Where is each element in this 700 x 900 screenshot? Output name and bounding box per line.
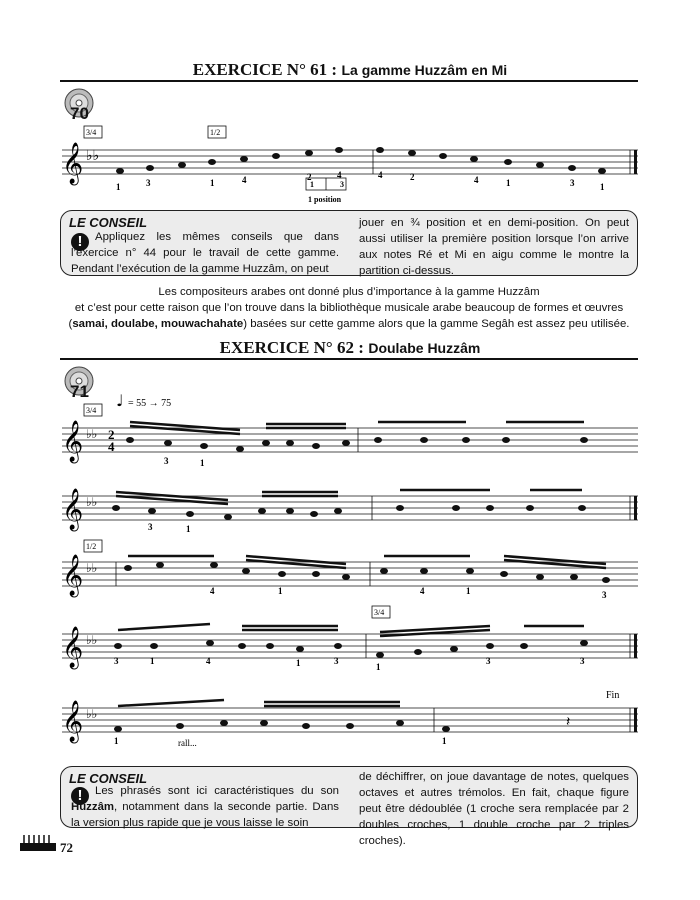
svg-text:4: 4	[206, 656, 211, 666]
svg-text:4: 4	[242, 175, 247, 185]
intro-paragraph: Les compositeurs arabes ont donné plus d’importance à la gamme Huzzâm et c’est pour cette raison que l’on trouve dans la bibliothèque musicale arabe beaucoup de formes et œuvres (samai, doulabe, mouwachahate) basées sur cette gamme alors que la gamme Segâh est assez peu utilisée.	[68, 286, 630, 330]
svg-text:rall...: rall...	[178, 738, 197, 748]
svg-text:1: 1	[506, 178, 511, 188]
svg-text:𝄞: 𝄞	[62, 627, 84, 668]
page-number: 72	[60, 840, 73, 855]
svg-text:4: 4	[337, 170, 342, 180]
svg-text:♭♭: ♭♭	[86, 495, 98, 509]
svg-text:2: 2	[410, 172, 415, 182]
svg-text:♭♭: ♭♭	[86, 633, 98, 647]
exercise-62-title	[0, 338, 700, 358]
staff-exercise-62-line-4	[0, 604, 700, 684]
svg-text:1: 1	[116, 182, 121, 192]
svg-text:1: 1	[278, 586, 283, 596]
svg-text:♭♭: ♭♭	[86, 561, 98, 575]
svg-text:𝄞: 𝄞	[62, 421, 84, 462]
svg-text:1: 1	[600, 182, 605, 192]
keyboard-ornament-icon	[20, 835, 56, 853]
svg-text:1: 1	[186, 524, 191, 534]
cd-track-number: 71	[70, 382, 89, 401]
svg-text:𝄞: 𝄞	[62, 701, 84, 742]
exercise-61-title	[0, 60, 700, 80]
staff-exercise-62-line-3	[0, 538, 700, 608]
conseil-title: LE CONSEIL	[69, 215, 148, 230]
conseil-left-text: Appliquez les mêmes conseils que dans l’exercice n° 44 pour le travail de cette gamme. Pendant l’exécution de la gamme Huzzâm, on peut	[71, 231, 339, 275]
svg-text:3: 3	[114, 656, 119, 666]
svg-text:2: 2	[307, 172, 312, 182]
exercise-61-number: EXERCICE N° 61 :	[192, 60, 338, 79]
title-rule	[60, 358, 638, 360]
svg-text:3: 3	[580, 656, 585, 666]
svg-text:3: 3	[148, 522, 153, 532]
staff-exercise-62-line-5	[0, 686, 700, 756]
svg-text:1: 1	[442, 736, 447, 746]
exercise-62-name: Doulabe Huzzâm	[368, 340, 481, 356]
svg-text:3: 3	[340, 180, 344, 189]
warning-icon: !	[71, 787, 89, 805]
staff-exercise-62-line-1	[0, 392, 700, 472]
title-rule	[60, 80, 638, 82]
svg-text:3: 3	[146, 178, 151, 188]
exercise-62-number: EXERCICE N° 62 :	[219, 338, 364, 357]
svg-text:1: 1	[376, 662, 381, 672]
svg-text:3/4: 3/4	[374, 608, 385, 617]
conseil-title: LE CONSEIL	[69, 771, 148, 786]
svg-text:1: 1	[296, 658, 301, 668]
exercise-61-name: La gamme Huzzâm en Mi	[341, 62, 508, 78]
conseil-left-text: Les phrasés sont ici caractéristiques du son Huzzâm, notamment dans la seconde partie. Dans la version plus rapide que je vous laisse le soin	[71, 785, 339, 829]
svg-text:= 55 → 75: = 55 → 75	[128, 398, 172, 409]
conseil-right-text: jouer en ¾ position et en demi-position. On peut aussi utiliser la première position lorsque l’on arrive aux notes Ré et Mi en aigu comme le montre la partition ci-dessus.	[359, 217, 629, 277]
svg-text:Fin: Fin	[606, 690, 620, 701]
svg-text:4: 4	[108, 439, 115, 454]
svg-text:2: 2	[108, 427, 115, 442]
svg-text:1/2: 1/2	[210, 128, 221, 137]
svg-text:3: 3	[164, 456, 169, 466]
staff-exercise-61	[0, 120, 700, 210]
conseil-box-2	[60, 766, 638, 847]
svg-text:3/4: 3/4	[86, 128, 97, 137]
svg-text:𝄞: 𝄞	[62, 555, 84, 596]
svg-text:1: 1	[310, 180, 314, 189]
svg-text:1: 1	[466, 586, 471, 596]
svg-text:4: 4	[210, 586, 215, 596]
key-sig-flats: ♭♭	[86, 148, 100, 164]
svg-text:1: 1	[200, 458, 205, 468]
cd-track-number: 70	[70, 104, 89, 123]
svg-text:♭♭: ♭♭	[86, 427, 98, 441]
svg-text:4: 4	[378, 170, 383, 180]
svg-text:3: 3	[486, 656, 491, 666]
warning-icon: !	[71, 233, 89, 251]
svg-text:3/4: 3/4	[86, 406, 97, 415]
svg-text:4: 4	[474, 175, 479, 185]
svg-text:3: 3	[334, 656, 339, 666]
svg-text:1/2: 1/2	[86, 542, 97, 551]
svg-text:♭♭: ♭♭	[86, 707, 98, 721]
svg-text:1: 1	[210, 178, 215, 188]
svg-text:3: 3	[570, 178, 575, 188]
treble-clef-icon: 𝄞	[62, 143, 84, 184]
conseil-right-text: de déchiffrer, on joue davantage de notes, quelques octaves et autres trémolos. En fait, chaque figure peut être dédoublée (1 croche sera remplacée par 2 doubles croches, 1 double croche par 2 triples croches).	[359, 771, 629, 847]
svg-text:3: 3	[602, 590, 607, 600]
conseil-box-1	[60, 210, 638, 276]
svg-text:𝄽: 𝄽	[566, 714, 571, 730]
svg-text:4: 4	[420, 586, 425, 596]
svg-text:𝄞: 𝄞	[62, 489, 84, 530]
svg-text:1: 1	[150, 656, 155, 666]
quarter-note-icon: ♩	[116, 391, 124, 410]
svg-text:1 position: 1 position	[308, 195, 342, 204]
svg-text:1: 1	[114, 736, 119, 746]
